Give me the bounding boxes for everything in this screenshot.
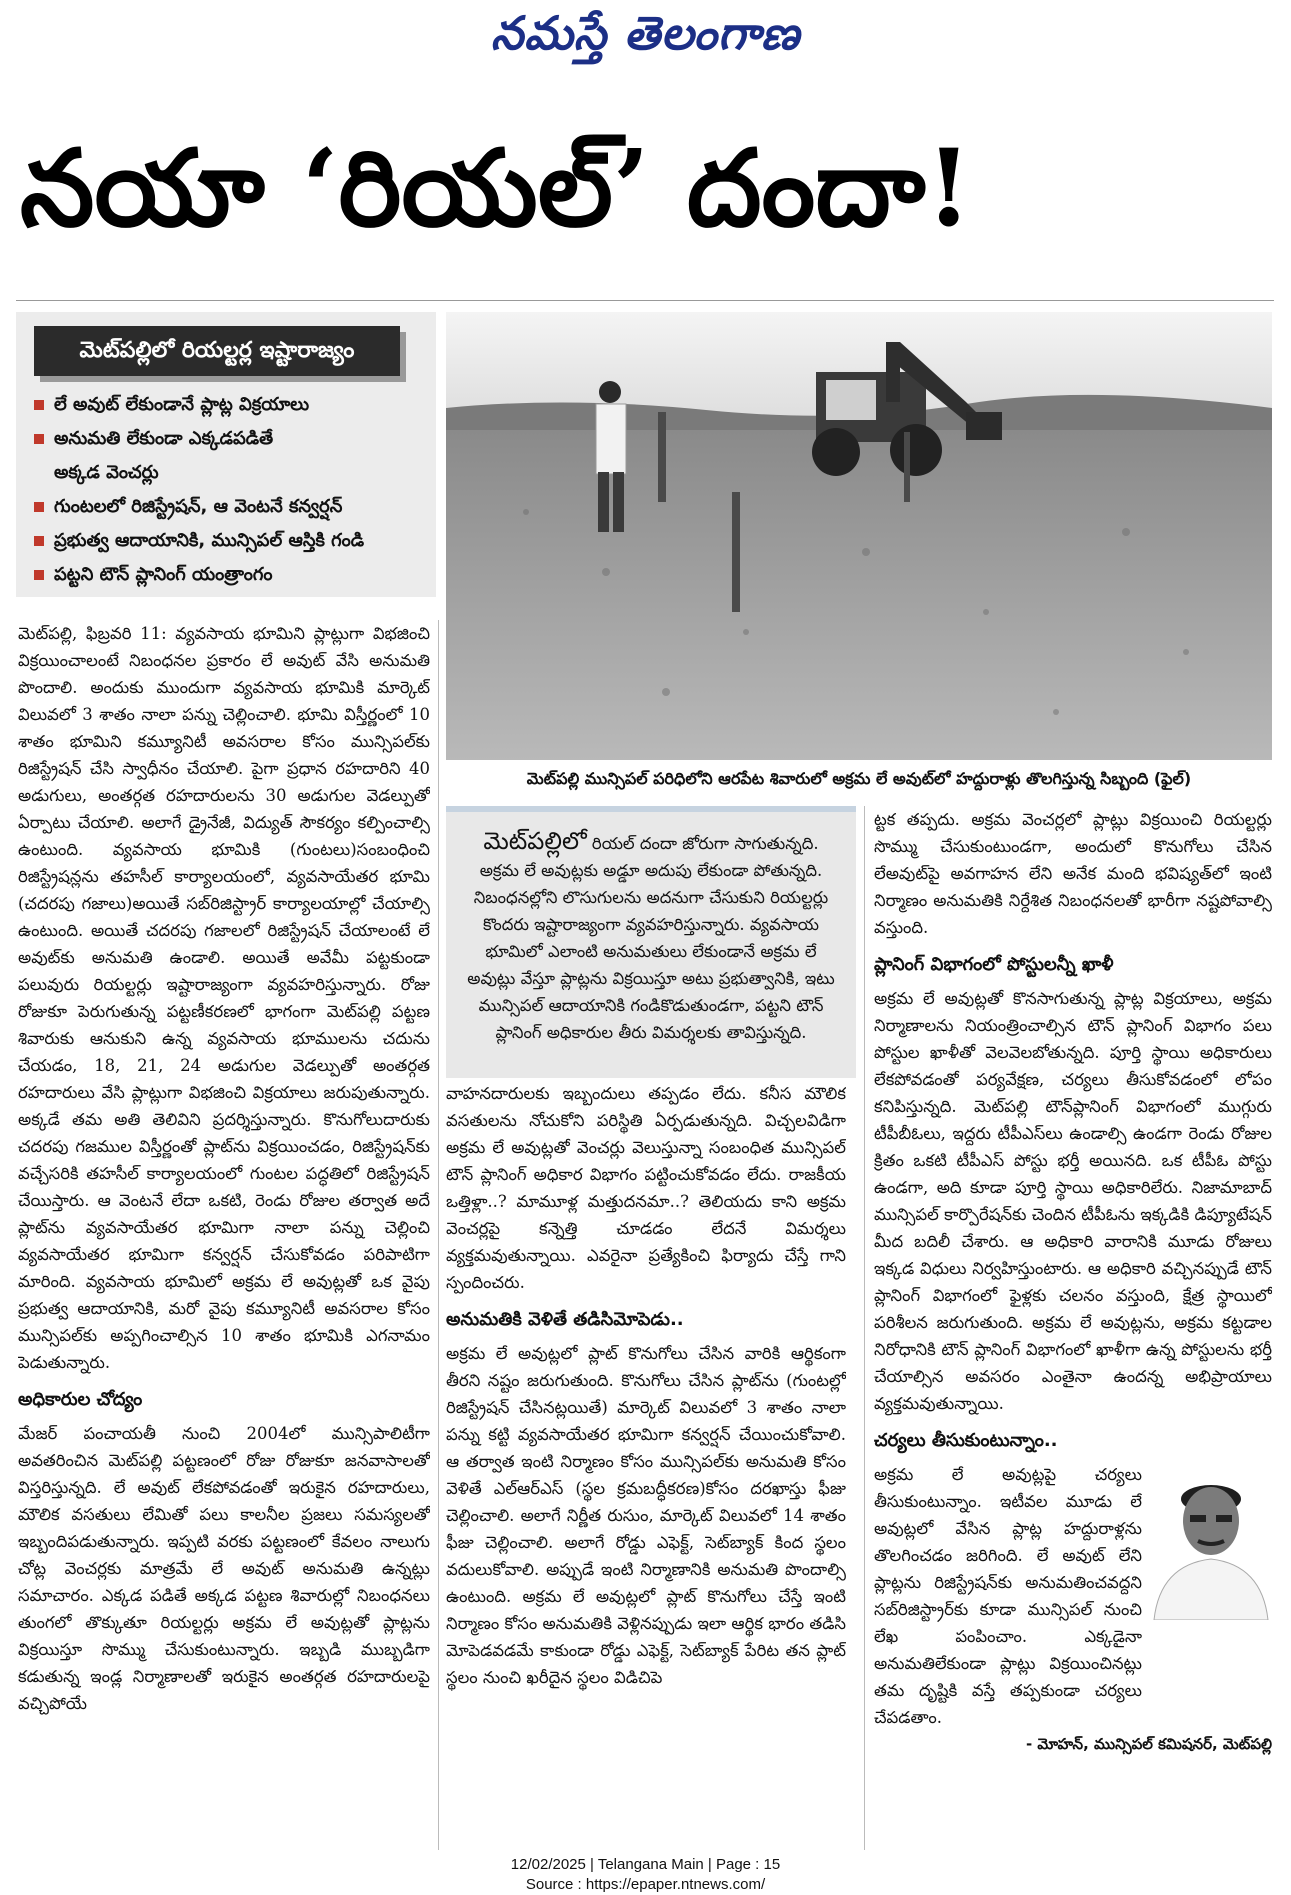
bullet-icon bbox=[34, 434, 44, 444]
boundary-post bbox=[658, 412, 666, 502]
divider bbox=[16, 300, 1274, 301]
masthead: నమస్తే తెలంగాణ bbox=[490, 6, 801, 60]
highlight-item: ప్రభుత్వ ఆదాయానికి, మున్సిపల్ ఆస్తికి గండి bbox=[34, 524, 426, 558]
subheading: చర్యలు తీసుకుంటున్నాం.. bbox=[874, 1430, 1058, 1451]
pull-quote-lead: మెట్‌పల్లిలో bbox=[483, 827, 587, 855]
highlights-title: మెట్‌పల్లిలో రియల్టర్ల ఇష్టారాజ్యం bbox=[34, 326, 400, 376]
column-divider bbox=[864, 806, 865, 1850]
bullet-icon bbox=[34, 536, 44, 546]
subheading: ప్లానింగ్ విభాగంలో పోస్టులన్నీ ఖాళీ bbox=[874, 954, 1114, 975]
article-column-3 bbox=[874, 806, 1272, 1870]
subheading: అనుమతికి వెళితే తడిసిమోపెడు.. bbox=[446, 1309, 684, 1330]
pull-quote-box bbox=[446, 806, 856, 1078]
pull-quote bbox=[466, 828, 836, 1046]
highlight-item: పట్టని టౌన్ ప్లానింగ్ యంత్రాంగం bbox=[34, 558, 426, 592]
photo-caption: మెట్‌పల్లి మున్సిపల్ పరిధిలోని ఆరపేట శివారులో అక్రమ లే అవుట్‌లో హద్దురాళ్లు తొలగిస్తున్న సిబ్బంది (ఫైల్) bbox=[526, 769, 1192, 788]
footer-source: Source : https://epaper.ntnews.com/ bbox=[525, 1876, 766, 1893]
subheading: అధికారుల చోద్యం bbox=[18, 1389, 143, 1410]
highlight-item: అనుమతి లేకుండా ఎక్కడపడితే bbox=[34, 422, 426, 456]
highlight-item: లే అవుట్ లేకుండానే ప్లాట్ల విక్రయాలు bbox=[34, 388, 426, 422]
paragraph: మేజర్ పంచాయతీ నుంచి 2004లో మున్సిపాలిటీగా అవతరించిన మెట్‌పల్లి పట్టణంలో రోజు రోజుకూ జనవాసాలతో విస్తరిస్తున్నది. లే అవుట్ లేకపోవడంతో ఇరుకైన రహదారులు, మౌలిక వసతులు లేమితో పలు కాలనీల ప్రజలు సమస్యలతో ఇబ్బందిపడుతున్నారు. ఇప్పటి వరకు పట్టణంలో కేవలం నాలుగు చోట్ల వెంచర్లకు మాత్రమే లే అవుట్ అనుమతి ఉన్నట్లు సమాచారం. ఎక్కడ పడితే అక్కడ పట్టణ శివారుల్లో నిబంధనలు తుంగలో తొక్కుతూ రియల్టర్లు అక్రమ లే అవుట్లతో ప్లాట్లను విక్రయిస్తూ సొమ్ము చేసుకుంటున్నారు. ఇబ్బడి ముబ్బడిగా కడుతున్న ఇండ్ల నిర్మాణాలతో ఇరుకైన అంతర్గత రహదారులపై వచ్చిపోయే bbox=[18, 1424, 430, 1713]
page-footer bbox=[0, 1855, 1291, 1895]
paragraph: మెట్‌పల్లి, ఫిబ్రవరి 11: వ్యవసాయ భూమిని ప్లాట్లుగా విభజించి విక్రయించాలంటే నిబంధనల ప్రకారం లే అవుట్ వేసి అనుమతి పొందాలి. అందుకు ముందుగా వ్యవసాయ భూమికి మార్కెట్ విలువలో 3 శాతం నాలా పన్ను చెల్లించాలి. భూమి విస్తీర్ణంలో 10 శాతం భూమిని కమ్యూనిటీ అవసరాల కోసం మున్సిపల్‌కు రిజిస్ట్రేషన్ చేసి స్వాధీనం చేయాలి. పైగా ప్రధాన రహదారిని 40 అడుగులు, అంతర్గత రహదారులను 30 అడుగుల వెడల్పుతో ఏర్పాటు చేయాలి. అలాగే డ్రైనేజీ, విద్యుత్ సౌకర్యం కల్పించాల్సి ఉంటుంది. వ్యవసాయ భూమికి (గుంటలు)సంబంధించి రిజిస్ట్రేషన్లను తహసీల్ కార్యాలయంలో, వ్యవసాయేతర భూమి (చదరపు గజాలు)అయితే సబ్‌రిజిస్ట్రార్ కార్యాలయాల్లో చేయాల్సి ఉంటుంది. అయితే చదరపు గజాలలో రిజిస్ట్రేషన్ చేయాలంటే లే అవుట్‌కు అనుమతి ఉండాలి. అయితే అవేమీ పట్టకుండా పలువురు రియల్టర్లు ఇష్టారాజ్యంగా వ్యవహరిస్తున్నారు. రోజు రోజుకూ పెరుగుతున్న పట్టణీకరణలో భాగంగా మెట్‌పల్లి పట్టణ శివారుకు ఆనుకుని ఉన్న వ్యవసాయ భూములను చదును చేయడం, 18, 21, 24 అడుగుల వెడల్పుతో అంతర్గత రహదారులు వేసి ప్లాట్లుగా విభజించి విక్రయాలు జరుపుతున్నారు. అక్కడే తమ అతి తెలివిని ప్రదర్శిస్తున్నారు. కొనుగోలుదారుకు చదరపు గజముల విస్తీర్ణంతో ప్లాట్‌ను విక్రయించడం, రిజిస్ట్రేషన్‌కు వచ్చేసరికి తహసీల్ కార్యాలయంలో గుంటల పద్ధతిలో రిజిస్ట్రేషన్ చేయిస్తారు. ఆ వెంటనే లేదా ఒకటి, రెండు రోజుల తర్వాత అదే ప్లాట్‌ను వ్యవసాయేతర భూమిగా నాలా పన్ను చెల్లించి వ్యవసాయేతర భూమిగా కన్వర్షన్ చేసుకోవడం పరిపాటిగా మారింది. వ్యవసాయ భూమిలో అక్రమ లే అవుట్లతో ఒక వైపు ప్రభుత్వ ఆదాయానికి, మరో వైపు కమ్యూనిటీ అవసరాల కోసం మున్సిపల్‌కు అప్పగించాల్సిన 10 శాతం భూమికి ఎగనామం పెడుతున్నారు. bbox=[18, 624, 430, 1372]
highlight-item: గుంటలలో రిజిస్ట్రేషన్, ఆ వెంటనే కన్వర్షన్ bbox=[34, 490, 426, 524]
column-divider bbox=[438, 620, 439, 1850]
article-column-2 bbox=[446, 1080, 846, 1870]
article-column-1 bbox=[18, 620, 430, 1870]
bullet-icon bbox=[34, 502, 44, 512]
paragraph: అక్రమ లే అవుట్లతో కొనసాగుతున్న ప్లాట్ల విక్రయాలు, అక్రమ నిర్మాణాలను నియంత్రించాల్సిన టౌన్ ప్లానింగ్ విభాగం పలు పోస్టుల ఖాళీతో వెలవెలబోతున్నది. పూర్తి స్థాయి అధికారులు లేకపోవడంతో పర్యవేక్షణ, చర్యలు తీసుకోవడంలో లోపం కనిపిస్తున్నది. మెట్‌పల్లి టౌన్‌ప్లానింగ్ విభాగంలో ముగ్గురు టీపీబీఓలు, ఇద్దరు టీపీఎస్‌లు ఉండాల్సి ఉండగా రెండు రోజుల క్రితం ఒకటి టీపీఎస్ పోస్టు భర్తీ అయినది. ఒక టీపీఓ పోస్టు ఉండగా, అది కూడా పూర్తి స్థాయి అధికారిలేరు. నిజామాబాద్ మున్సిపల్ కార్పొరేషన్‌కు చెందిన టీపీఓను ఇక్కడికి డిప్యూటేషన్ మీద బదిలీ చేశారు. ఆ అధికారి వారానికి మూడు రోజులు ఇక్కడ విధులు నిర్వహిస్తుంటారు. ఆ అధికారి వచ్చినప్పుడే టౌన్ ప్లానింగ్ విభాగంలో ఫైళ్లకు చలనం వస్తుంది, క్షేత్ర స్థాయిలో పరిశీలన జరుగుతుంది. అక్రమ లే అవుట్లను, అక్రమ కట్టడాల నిరోధానికి టౌన్ ప్లానింగ్ విభాగంలో ఖాళీగా ఉన్న పోస్టులను భర్తీ చేయాల్సిన అవసరం ఎంతైనా ఉందన్న అభిప్రాయాలు వ్యక్తమవుతున్నాయి. bbox=[874, 989, 1272, 1413]
bullet-icon bbox=[34, 400, 44, 410]
paragraph: అక్రమ లే అవుట్లపై చర్యలు తీసుకుంటున్నాం. ఇటీవల మూడు లే అవుట్లలో వేసిన ప్లాట్ల హద్దురాళ్లను తొలగించడం జరిగింది. లే అవుట్ లేని ప్లాట్లను రిజిస్ట్రేషన్‌కు అనుమతించవద్దని సబ్‌రిజిస్ట్రార్‌కు కూడా మున్సిపల్ నుంచి లేఖ పంపించాం. ఎక్కడైనా అనుమతిలేకుండా ప్లాట్లు విక్రయించినట్లు తమ దృష్టికి వస్తే తప్పకుండా చర్యలు చేపడతాం. bbox=[874, 1465, 1142, 1727]
headline: నయా ‘రియల్’ దందా! bbox=[20, 125, 973, 250]
paragraph: ట్టక తప్పదు. అక్రమ వెంచర్లలో ప్లాట్లు విక్రయించి రియల్టర్లు సొమ్ము చేసుకుంటుండగా, అందులో కొనుగోలు చేసిన లేఅవుట్‌పై అవగాహన లేని అనేక మంది భవిష్యత్‌లో ఇంటి నిర్మాణం అనుమతికి నిర్దేశిత నిబంధనలతో భారీగా నష్టపోవాల్సి వస్తుంది. bbox=[874, 810, 1272, 937]
highlight-item-continued: అక్కడ వెంచర్లు bbox=[54, 462, 159, 483]
pull-quote-text: రియల్ దందా జోరుగా సాగుతున్నది. అక్రమ లే అవుట్లకు అడ్డూ అదుపు లేకుండా పోతున్నది. నిబంధనల్లోని లొసుగులను అదనుగా చేసుకుని రియల్టర్లు కొందరు ఇష్టారాజ్యంగా వ్యవహరిస్తున్నారు. వ్యవసాయ భూమిలో ఎలాంటి అనుమతులు లేకుండానే అక్రమ లే అవుట్లు వేస్తూ ప్లాట్లను విక్రయిస్తూ అటు ప్రభుత్వానికి, ఇటు మున్సిపల్ ఆదాయానికి గండికొడుతుండగా, పట్టని టౌన్ ప్లానింగ్ అధికారుల తీరు విమర్శలకు తావిస్తున్నది. bbox=[467, 834, 835, 1042]
bullet-icon bbox=[34, 570, 44, 580]
portrait-icon bbox=[1150, 1455, 1272, 1620]
paragraph: అక్రమ లే అవుట్లలో ప్లాట్ కొనుగోలు చేసిన వారికి ఆర్థికంగా తీరని నష్టం జరుగుతుంది. కొనుగోలు చేసిన ప్లాట్‌ను (గుంటల్లో రిజిస్ట్రేషన్ చేసినట్లయితే) మార్కెట్ విలువలో 3 శాతం నాలా పన్ను కట్టి వ్యవసాయేతర భూమిగా కన్వర్షన్ చేయించుకోవాలి. ఆ తర్వాత ఇంటి నిర్మాణం కోసం మున్సిపల్‌కు అనుమతి కోసం వెళితే ఎల్‌ఆర్‌ఎస్ (స్థల క్రమబద్ధీకరణ)కోసం దరఖాస్తు ఫీజు చెల్లించాలి. అలాగే నిర్ణీత రుసుం, మార్కెట్ విలువలో 14 శాతం ఫీజు చెల్లించాలి. అలాగే రోడ్డు ఎఫెక్ట్, సెట్‌బ్యాక్ కింద స్థలం వదులుకోవాలి. అప్పుడే ఇంటి నిర్మాణానికి అనుమతి పొందాల్సి ఉంటుంది. అక్రమ లే అవుట్లలో ప్లాట్ కొనుగోలు చేస్తే ఇంటి నిర్మాణం కోసం అనుమతికి వెళ్లినప్పుడు ఇలా ఆర్థిక భారం తడిసి మోపెడవడమే కాకుండా రోడ్డు ఎఫెక్ట్, సెట్‌బ్యాక్ పేరిట తన ప్లాట్ స్థలం నుంచి ఖరీదైన స్థలం విడిచిపె bbox=[446, 1344, 846, 1687]
commissioner-photo bbox=[1150, 1455, 1272, 1620]
news-photo bbox=[446, 312, 1272, 760]
boundary-post bbox=[732, 492, 740, 612]
field-excavator-photo bbox=[446, 312, 1272, 760]
signature: - మోహన్, మున్సిపల్ కమిషనర్, మెట్‌పల్లి bbox=[1025, 1735, 1272, 1753]
footer-edition: 12/02/2025 | Telangana Main | Page : 15 bbox=[510, 1856, 781, 1873]
boundary-post bbox=[904, 432, 910, 502]
highlights-list bbox=[34, 388, 426, 592]
paragraph: వాహనదారులకు ఇబ్బందులు తప్పడం లేదు. కనీస మౌలిక వసతులను నోచుకోని పరిస్థితి ఏర్పడుతున్నది. విచ్చలవిడిగా అక్రమ లే అవుట్లతో వెంచర్లు వెలుస్తున్నా సంబంధిత మున్సిపల్ టౌన్ ప్లానింగ్ అధికార విభాగం పట్టించుకోవడం లేదు. రాజకీయ ఒత్తిళ్లా..? మామూళ్ల మత్తుదనమా..? తెలియదు కాని అక్రమ వెంచర్లపై కన్నెత్తి చూడడం లేదనే విమర్శలు వ్యక్తమవుతున్నాయి. ఎవరైనా ప్రత్యేకించి ఫిర్యాదు చేస్తే గాని స్పందించరు. bbox=[446, 1084, 846, 1292]
